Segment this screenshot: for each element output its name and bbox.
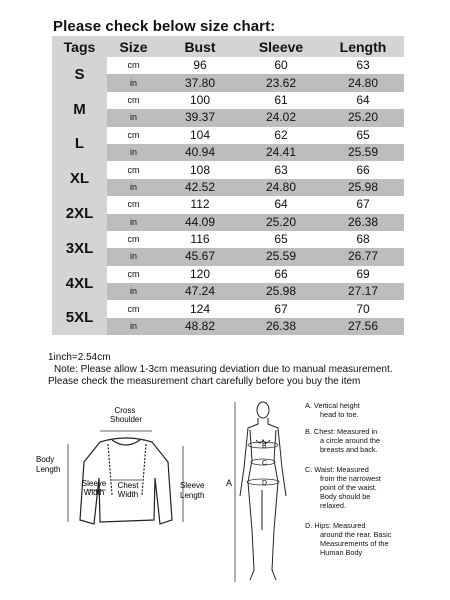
table-cell: 120 [160, 266, 240, 283]
size-tag: 2XL [52, 196, 107, 231]
table-row [52, 266, 404, 283]
table-cell: 47.24 [160, 283, 240, 300]
table-row [52, 231, 404, 248]
cross-shoulder-line-1: Cross [114, 406, 136, 415]
table-cell: 25.98 [240, 283, 322, 300]
unit-label: cm [107, 161, 160, 178]
table-cell: 39.37 [160, 109, 240, 126]
table-row [52, 92, 404, 109]
size-tag: 3XL [52, 231, 107, 266]
size-tag: 4XL [52, 266, 107, 301]
unit-label: in [107, 283, 160, 300]
table-cell: 65 [322, 127, 404, 144]
deviation-note: Note: Please allow 1-3cm measuring deviation due to manual measurement. [54, 364, 393, 375]
header-bust: Bust [160, 36, 240, 57]
table-cell: 70 [322, 300, 404, 317]
table-cell: 26.38 [240, 318, 322, 335]
table-cell: 44.09 [160, 214, 240, 231]
table-cell: 62 [240, 127, 322, 144]
notes [48, 352, 393, 388]
table-cell: 26.77 [322, 248, 404, 265]
table-cell: 25.20 [322, 109, 404, 126]
body-length-label: Body Length [36, 455, 61, 474]
size-tag: L [52, 127, 107, 162]
unit-label: in [107, 318, 160, 335]
table-cell: 96 [160, 57, 240, 74]
table-cell: 61 [240, 92, 322, 109]
sleeve-width-label: Sleeve Width [81, 479, 107, 497]
table-cell: 100 [160, 92, 240, 109]
table-cell: 112 [160, 196, 240, 213]
header-row [52, 36, 404, 57]
measurement-diagram [0, 400, 450, 600]
header-size: Size [107, 36, 160, 57]
unit-label: in [107, 109, 160, 126]
unit-label: cm [107, 92, 160, 109]
marker-a: A [226, 478, 233, 488]
table-row [52, 161, 404, 178]
table-cell: 67 [322, 196, 404, 213]
table-cell: 63 [322, 57, 404, 74]
table-cell: 45.67 [160, 248, 240, 265]
sleeve-length-label: Sleeve Length [180, 481, 205, 500]
table-cell: 42.52 [160, 179, 240, 196]
table-cell: 60 [240, 57, 322, 74]
table-cell: 65 [240, 231, 322, 248]
table-cell: 25.59 [240, 248, 322, 265]
header-length: Length [322, 36, 404, 57]
table-cell: 27.17 [322, 283, 404, 300]
cross-shoulder-line-2: Shoulder [109, 415, 143, 424]
table-cell: 26.38 [322, 214, 404, 231]
table-cell: 25.20 [240, 214, 322, 231]
table-cell: 25.98 [322, 179, 404, 196]
unit-label: cm [107, 266, 160, 283]
table-row [52, 300, 404, 317]
table-cell: 40.94 [160, 144, 240, 161]
table-cell: 63 [240, 161, 322, 178]
check-note: Please check the measurement chart carefully before you buy the item [48, 376, 361, 387]
table-row [52, 196, 404, 213]
human-body-icon [240, 402, 286, 580]
unit-label: cm [107, 300, 160, 317]
size-table [52, 36, 404, 335]
size-chart-title: Please check below size chart: [53, 18, 276, 35]
table-cell: 66 [240, 266, 322, 283]
size-tag: XL [52, 161, 107, 196]
size-table-body [52, 57, 404, 335]
legend-item: C. Waist: Measured from the narrowest point of the waist. Body should be relaxed. [305, 465, 381, 510]
unit-label: in [107, 179, 160, 196]
header-tags: Tags [52, 36, 107, 57]
table-cell: 104 [160, 127, 240, 144]
table-cell: 24.80 [322, 74, 404, 91]
table-cell: 69 [322, 266, 404, 283]
table-cell: 25.59 [322, 144, 404, 161]
header-sleeve: Sleeve [240, 36, 322, 57]
table-cell: 64 [240, 196, 322, 213]
marker-d: D [262, 480, 268, 487]
table-cell: 23.62 [240, 74, 322, 91]
legend-item: B. Chest: Measured in a circle around the breasts and back. [305, 427, 381, 454]
table-cell: 68 [322, 231, 404, 248]
size-tag: 5XL [52, 300, 107, 335]
table-cell: 124 [160, 300, 240, 317]
unit-label: in [107, 248, 160, 265]
table-cell: 24.80 [240, 179, 322, 196]
marker-b: B [262, 443, 267, 450]
cross-shoulder-label [110, 406, 142, 424]
unit-label: cm [107, 196, 160, 213]
unit-label: in [107, 74, 160, 91]
size-tag: M [52, 92, 107, 127]
size-tag: S [52, 57, 107, 92]
table-cell: 66 [322, 161, 404, 178]
table-cell: 24.02 [240, 109, 322, 126]
legend-item: D. Hips: Measured around the rear. Basic Measurements of the Human Body [305, 521, 392, 557]
table-cell: 27.56 [322, 318, 404, 335]
unit-label: in [107, 214, 160, 231]
unit-label: cm [107, 57, 160, 74]
legend-item: A. Vertical height head to toe. [305, 401, 360, 419]
table-cell: 37.80 [160, 74, 240, 91]
table-row [52, 127, 404, 144]
table-cell: 24.41 [240, 144, 322, 161]
unit-label: cm [107, 127, 160, 144]
table-cell: 116 [160, 231, 240, 248]
chest-width-label: Chest Width [117, 481, 139, 499]
table-cell: 64 [322, 92, 404, 109]
table-cell: 108 [160, 161, 240, 178]
marker-c: C [262, 460, 268, 467]
unit-label: in [107, 144, 160, 161]
unit-label: cm [107, 231, 160, 248]
body-legend [305, 401, 392, 557]
table-cell: 67 [240, 300, 322, 317]
conversion-note: 1inch=2.54cm [48, 352, 111, 363]
table-cell: 48.82 [160, 318, 240, 335]
table-row [52, 57, 404, 74]
